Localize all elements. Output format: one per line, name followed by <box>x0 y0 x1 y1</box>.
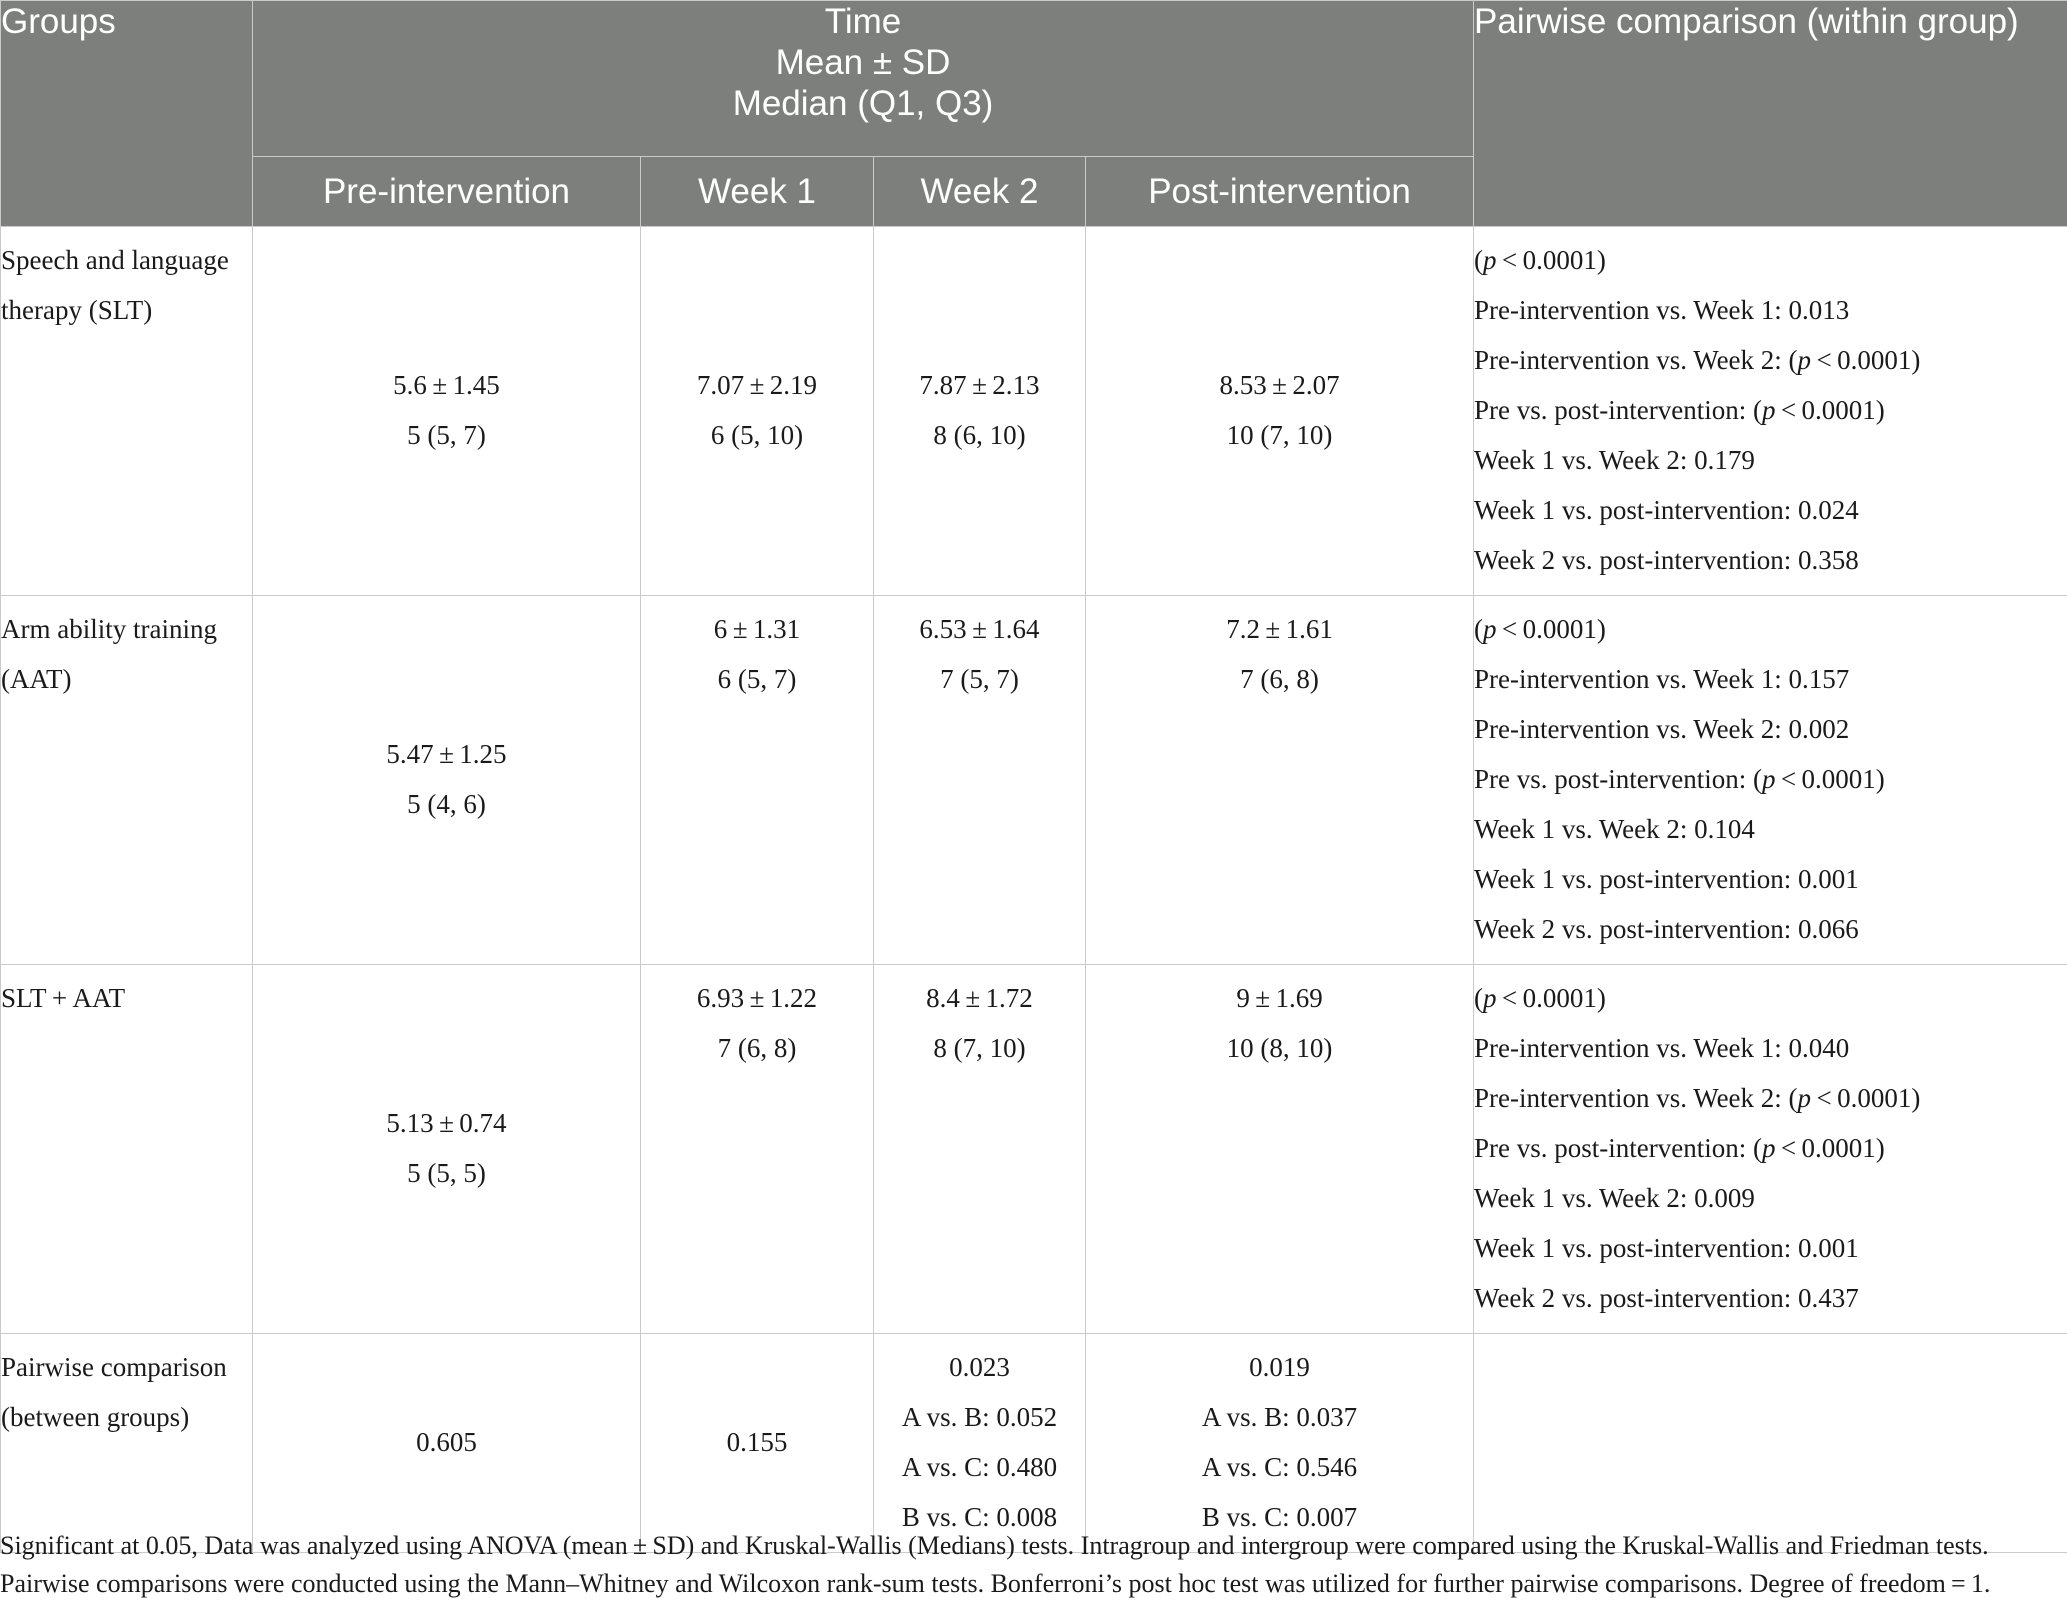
header-time-line: Time <box>824 2 902 41</box>
header-col-post: Post-intervention <box>1086 157 1474 227</box>
cell-week2: 6.53 ± 1.64 7 (5, 7) <box>874 596 1086 965</box>
group-name: SLT + AAT <box>1 965 253 1334</box>
header-time <box>253 1 1474 157</box>
header-col-week2: Week 2 <box>874 157 1086 227</box>
header-col-pre: Pre-intervention <box>253 157 641 227</box>
cell-post: 9 ± 1.69 10 (8, 10) <box>1086 965 1474 1334</box>
table-row <box>1 596 2067 965</box>
cell-pre: 0.605 <box>253 1334 641 1553</box>
cell-week2: 7.87 ± 2.13 8 (6, 10) <box>874 227 1086 596</box>
cell-post: 0.019 A vs. B: 0.037 A vs. C: 0.546 B vs. C: 0.007 <box>1086 1334 1474 1553</box>
table-footnote <box>0 1527 2067 1603</box>
cell-week1: 0.155 <box>641 1334 874 1553</box>
header-groups: Groups <box>1 1 253 227</box>
cell-pre: 5.6 ± 1.45 5 (5, 7) <box>253 227 641 596</box>
header-pairwise-within: Pairwise comparison (within group) <box>1474 1 2067 227</box>
cell-pairwise-within: (p < 0.0001) Pre-intervention vs. Week 1: 0.157 Pre-intervention vs. Week 2: 0.002 Pre vs. post-intervention: (p < 0.0001) Week 1 vs. Week 2: 0.104 Week 1 vs. post-intervention: 0.001 Week 2 vs. post-intervention: 0.066 <box>1474 596 2067 965</box>
cell-week2: 0.023 A vs. B: 0.052 A vs. C: 0.480 B vs. C: 0.008 <box>874 1334 1086 1553</box>
header-col-week1: Week 1 <box>641 157 874 227</box>
footnote-line: Significant at 0.05, Data was analyzed using ANOVA (mean ± SD) and Kruskal-Wallis (Medians) tests. Intragroup and intergroup were compared using the Kruskal-Wallis and Friedman tests. <box>0 1531 1989 1560</box>
group-name: Speech and language therapy (SLT) <box>1 227 253 596</box>
cell-post: 7.2 ± 1.61 7 (6, 8) <box>1086 596 1474 965</box>
group-name: Pairwise comparison (between groups) <box>1 1334 253 1553</box>
table-row <box>1 227 2067 596</box>
cell-week2: 8.4 ± 1.72 8 (7, 10) <box>874 965 1086 1334</box>
table-row-between <box>1 1334 2067 1553</box>
cell-pairwise-within: (p < 0.0001) Pre-intervention vs. Week 1: 0.040 Pre-intervention vs. Week 2: (p < 0.0001) Pre vs. post-intervention: (p < 0.0001) Week 1 vs. Week 2: 0.009 Week 1 vs. post-intervention: 0.001 Week 2 vs. post-intervention: 0.437 <box>1474 965 2067 1334</box>
cell-post: 8.53 ± 2.07 10 (7, 10) <box>1086 227 1474 596</box>
cell-pairwise-within: (p < 0.0001) Pre-intervention vs. Week 1: 0.013 Pre-intervention vs. Week 2: (p < 0.0001) Pre vs. post-intervention: (p < 0.0001) Week 1 vs. Week 2: 0.179 Week 1 vs. post-intervention: 0.024 Week 2 vs. post-intervention: 0.358 <box>1474 227 2067 596</box>
cell-week1: 6.93 ± 1.22 7 (6, 8) <box>641 965 874 1334</box>
cell-pre: 5.13 ± 0.74 5 (5, 5) <box>253 965 641 1334</box>
header-time-line: Mean ± SD <box>775 43 951 82</box>
group-name: Arm ability training (AAT) <box>1 596 253 965</box>
cell-week1: 6 ± 1.31 6 (5, 7) <box>641 596 874 965</box>
table-row <box>1 965 2067 1334</box>
cell-week1: 7.07 ± 2.19 6 (5, 10) <box>641 227 874 596</box>
footnote-line: Pairwise comparisons were conducted using the Mann–Whitney and Wilcoxon rank-sum tests. Bonferroni’s post hoc test was utilized for further pairwise comparisons. Degree of freedom = 1. <box>0 1569 1991 1598</box>
header-time-line: Median (Q1, Q3) <box>732 84 994 123</box>
cell-pairwise-empty <box>1474 1334 2067 1553</box>
cell-pre: 5.47 ± 1.25 5 (4, 6) <box>253 596 641 965</box>
